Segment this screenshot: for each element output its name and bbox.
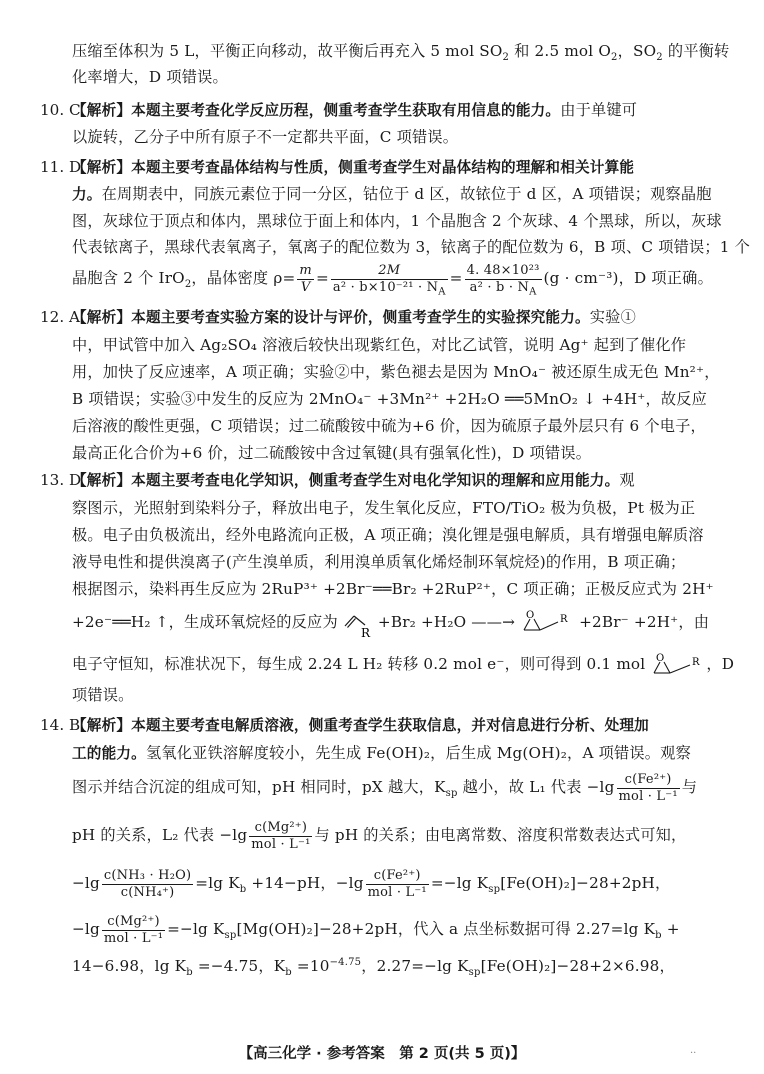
fraction-fe	[366, 868, 429, 901]
item-number: 10. C	[40, 101, 81, 119]
denominator: V	[300, 279, 311, 295]
item-9-continuation	[72, 42, 730, 86]
numerator: c(NH₃ · H₂O)	[103, 867, 192, 883]
text: [Fe(OH)₂]−28+2×6.98，	[480, 957, 675, 975]
text: 化率增大，D 项错误。	[72, 68, 228, 86]
r-group-label: R	[560, 614, 568, 625]
item-number: 11. D	[40, 158, 82, 176]
text-line	[72, 909, 698, 949]
text: 晶胞含 2 个 IrO	[72, 269, 185, 287]
text-line	[72, 951, 698, 981]
denominator: mol · L⁻¹	[367, 884, 427, 900]
text: −lg	[72, 920, 100, 938]
text-line	[72, 212, 722, 230]
epoxidation-equation-line	[72, 602, 710, 642]
text: 图，灰球位于顶点和体内，黑球位于面上和体内，1 个晶胞含 2 个灰球、4 个黑球，所以，灰球	[72, 212, 722, 230]
text-line	[72, 363, 720, 381]
text: =	[449, 269, 463, 287]
density-formula-line	[72, 258, 713, 298]
text: =−lg K	[167, 920, 225, 938]
subscript: 2	[656, 52, 663, 64]
text: a² · b×10⁻²¹ · N	[332, 279, 439, 295]
text: 用，加快了反应速率，A 项正确；实验②中，紫色褪去是因为 MnO₄⁻ 被还原生成无色 Mn²⁺，	[72, 363, 720, 381]
item-11	[40, 158, 751, 298]
subscript: A	[529, 286, 537, 298]
text-line	[72, 471, 698, 490]
fraction-mg	[102, 914, 165, 947]
text-line	[72, 526, 704, 544]
text: pH 的关系，L₂ 代表 −lg	[72, 826, 248, 844]
text: ，SO	[617, 42, 657, 60]
item-10	[40, 101, 698, 146]
text-line	[72, 101, 698, 120]
text: 液导电性和提供溴离子(产生溴单质，利用溴单质氧化烯烃制环氧烷烃)的作用，B 项正确；	[72, 553, 686, 571]
text-line	[72, 390, 708, 408]
denominator: c(NH₄⁺)	[120, 884, 175, 900]
text: ，D	[706, 655, 735, 673]
text: 与 pH 的关系；由电离常数、溶度积常数表达式可知，	[314, 826, 687, 844]
subscript: sp	[224, 930, 237, 942]
subscript: b	[285, 967, 292, 979]
text-line	[72, 238, 751, 256]
fraction-m-v	[297, 263, 314, 296]
text: =	[315, 269, 329, 287]
item-number: 12. A	[40, 308, 80, 326]
text: 越小，故 L₁ 代表 −lg	[457, 778, 615, 796]
text: 氢氧化亚铁溶解度较小，先生成 Fe(OH)₂，后生成 Mg(OH)₂，A 项错误。观察	[145, 744, 691, 762]
text-line	[72, 553, 698, 571]
fraction-fe	[617, 772, 680, 805]
alkene-structure-icon	[343, 608, 373, 638]
text-line	[72, 863, 698, 903]
text: B 项错误；实验③中发生的反应为 2MnO₄⁻ +3Mn²⁺ +2H₂O ══5MnO₂ ↓ +4H⁺，故反应	[72, 390, 708, 408]
text: 极。电子由负极流出，经外电路流向正极，A 项正确；溴化锂是强电解质，具有增强电解质溶	[72, 526, 704, 544]
text: 在周期表中，同族元素位于同一分区，钴位于 d 区，故铱位于 d 区，A 项错误；观察晶胞	[101, 185, 712, 203]
text: 观	[619, 471, 635, 489]
item-number: 13. D	[40, 471, 82, 489]
answer-content	[0, 36, 764, 981]
subscript: 2	[184, 279, 192, 291]
text: =10	[291, 957, 330, 975]
item-number: 14. B	[40, 716, 81, 734]
text: 压缩至体积为 5 L，平衡正向移动，故平衡后再充入 5 mol SO	[72, 42, 503, 60]
fraction-value	[465, 263, 542, 296]
text: 项错误。	[72, 686, 134, 704]
denominator	[465, 280, 542, 296]
denominator: mol · L⁻¹	[103, 930, 164, 946]
text-line	[72, 158, 698, 177]
text: [Fe(OH)₂]−28+2pH，	[500, 874, 671, 892]
superscript: −4.75	[329, 956, 362, 968]
text: =−4.75，K	[192, 957, 286, 975]
subscript: b	[655, 930, 662, 942]
item-12	[40, 308, 720, 462]
text: 中，甲试管中加入 Ag₂SO₄ 溶液后较快出现紫红色，对比乙试管，说明 Ag⁺ 起到了催化作	[72, 336, 687, 354]
text: 最高正化合价为+6 价，过二硫酸铵中含过氧键(具有强氧化性)，D 项错误。	[72, 444, 592, 462]
text: (g · cm⁻³)，D 项正确。	[543, 269, 713, 287]
page-footer: 【高三化学 · 参考答案 第 2 页(共 5 页)】	[238, 1046, 526, 1062]
text-line	[72, 42, 730, 64]
numerator: c(Mg²⁺)	[102, 914, 165, 931]
epoxide-structure-icon	[520, 608, 574, 638]
oxygen-atom-label: O	[656, 653, 665, 664]
text: 根据图示，染料再生反应为 2RuP³⁺ +2Br⁻══Br₂ +2RuP²⁺，C 项正确；正极反应式为 2H⁺	[72, 580, 714, 598]
text: 的平衡转	[662, 42, 730, 60]
subscript: 2	[502, 52, 510, 64]
analysis-heading: 工的能力。	[72, 745, 146, 762]
r-group-label: R	[360, 626, 371, 638]
text-line	[72, 68, 698, 86]
r-group-label: R	[692, 657, 701, 668]
subscript: b	[239, 884, 247, 896]
text-line	[72, 644, 735, 684]
text-line	[72, 444, 698, 462]
text: 图示并结合沉淀的组成可知，pH 相同时，pX 越大，K	[72, 778, 446, 796]
text-line	[72, 580, 714, 598]
numerator: c(Fe²⁺)	[617, 772, 680, 789]
text: 以旋转，乙分子中所有原子不一定都共平面，C 项错误。	[72, 128, 459, 146]
text: +Br₂ +H₂O ——→	[377, 613, 516, 631]
subscript: sp	[488, 884, 501, 896]
analysis-heading: 【解析】本题主要考查电解质溶液，侧重考查学生获取信息，并对信息进行分析、处理加	[72, 717, 649, 734]
fraction-nh3	[102, 868, 193, 901]
analysis-heading: 力。	[72, 186, 102, 203]
corner-mark: ··	[690, 1048, 697, 1059]
text-line	[72, 499, 698, 517]
analysis-heading: 【解析】本题主要考查晶体结构与性质，侧重考查学生对晶体结构的理解和相关计算能	[72, 159, 635, 176]
subscript: sp	[468, 967, 481, 979]
text: +	[661, 920, 680, 938]
analysis-heading: 【解析】本题主要考查电化学知识，侧重考查学生对电化学知识的理解和应用能力。	[72, 472, 620, 489]
fraction-mg	[249, 820, 312, 853]
fraction-2m	[331, 263, 448, 296]
subscript: b	[186, 967, 193, 979]
text-line	[72, 686, 698, 704]
numerator: 4. 48×10²³	[466, 262, 540, 278]
text: ，2.27=−lg K	[361, 957, 469, 975]
text: +2e⁻══H₂ ↑，生成环氧烷烃的反应为	[72, 613, 338, 631]
text: [Mg(OH)₂]−28+2pH，代入 a 点坐标数据可得 2.27=lg K	[236, 920, 656, 938]
epoxide-structure-icon	[650, 651, 706, 679]
text: =−lg K	[430, 874, 489, 892]
denominator: mol · L⁻¹	[251, 836, 311, 852]
text-line	[72, 336, 698, 354]
analysis-heading: 【解析】本题主要考查实验方案的设计与评价，侧重考查学生的实验探究能力。	[72, 309, 590, 326]
text-line	[72, 128, 698, 146]
text: 实验①	[589, 308, 636, 326]
text-line	[72, 308, 698, 327]
text: 由于单键可	[560, 101, 638, 119]
numerator: m	[299, 262, 312, 278]
text: 察图示，光照射到染料分子，释放出电子，发生氧化反应，FTO/TiO₂ 极为负极，Pt 极为正	[72, 499, 696, 517]
subscript: 2	[611, 52, 618, 64]
subscript: A	[438, 286, 446, 298]
denominator	[331, 280, 448, 296]
text-line	[72, 185, 712, 204]
text: 后溶液的酸性更强，C 项错误；过二硫酸铵中硫为+6 价，因为硫原子最外层只有 6 个电子，	[72, 417, 706, 435]
text: ，晶体密度 ρ=	[191, 269, 296, 287]
text: =lg K	[195, 874, 240, 892]
text: 与	[681, 778, 698, 796]
subscript: sp	[445, 788, 458, 800]
text: +2Br⁻ +2H⁺，由	[579, 613, 710, 631]
denominator: mol · L⁻¹	[618, 788, 678, 804]
text: 电子守恒知，标准状况下，每生成 2.24 L H₂ 转移 0.2 mol e⁻，则可得到 0.1 mol	[72, 655, 646, 673]
analysis-heading: 【解析】本题主要考查化学反应历程，侧重考查学生获取有用信息的能力。	[72, 102, 561, 119]
item-13	[40, 471, 735, 704]
numerator: c(Mg²⁺)	[249, 820, 312, 837]
text-line	[72, 716, 698, 735]
text: a² · b · N	[469, 279, 530, 295]
numerator: c(Fe²⁺)	[366, 868, 429, 885]
text: 14−6.98，lg K	[72, 957, 187, 975]
oxygen-atom-label: O	[526, 610, 535, 621]
item-14	[40, 716, 698, 981]
text-line	[72, 767, 698, 807]
text: 和 2.5 mol O	[509, 42, 612, 60]
text: −lg	[72, 874, 100, 892]
text: +14−pH，−lg	[246, 874, 364, 892]
numerator: 2M	[331, 263, 448, 280]
text-line	[72, 417, 706, 435]
text-line	[72, 815, 698, 855]
text: 代表铱离子，黑球代表氧离子，氧离子的配位数为 3，铱离子的配位数为 6，B 项、C 项错误；1 个	[72, 238, 751, 256]
text-line	[72, 744, 698, 763]
